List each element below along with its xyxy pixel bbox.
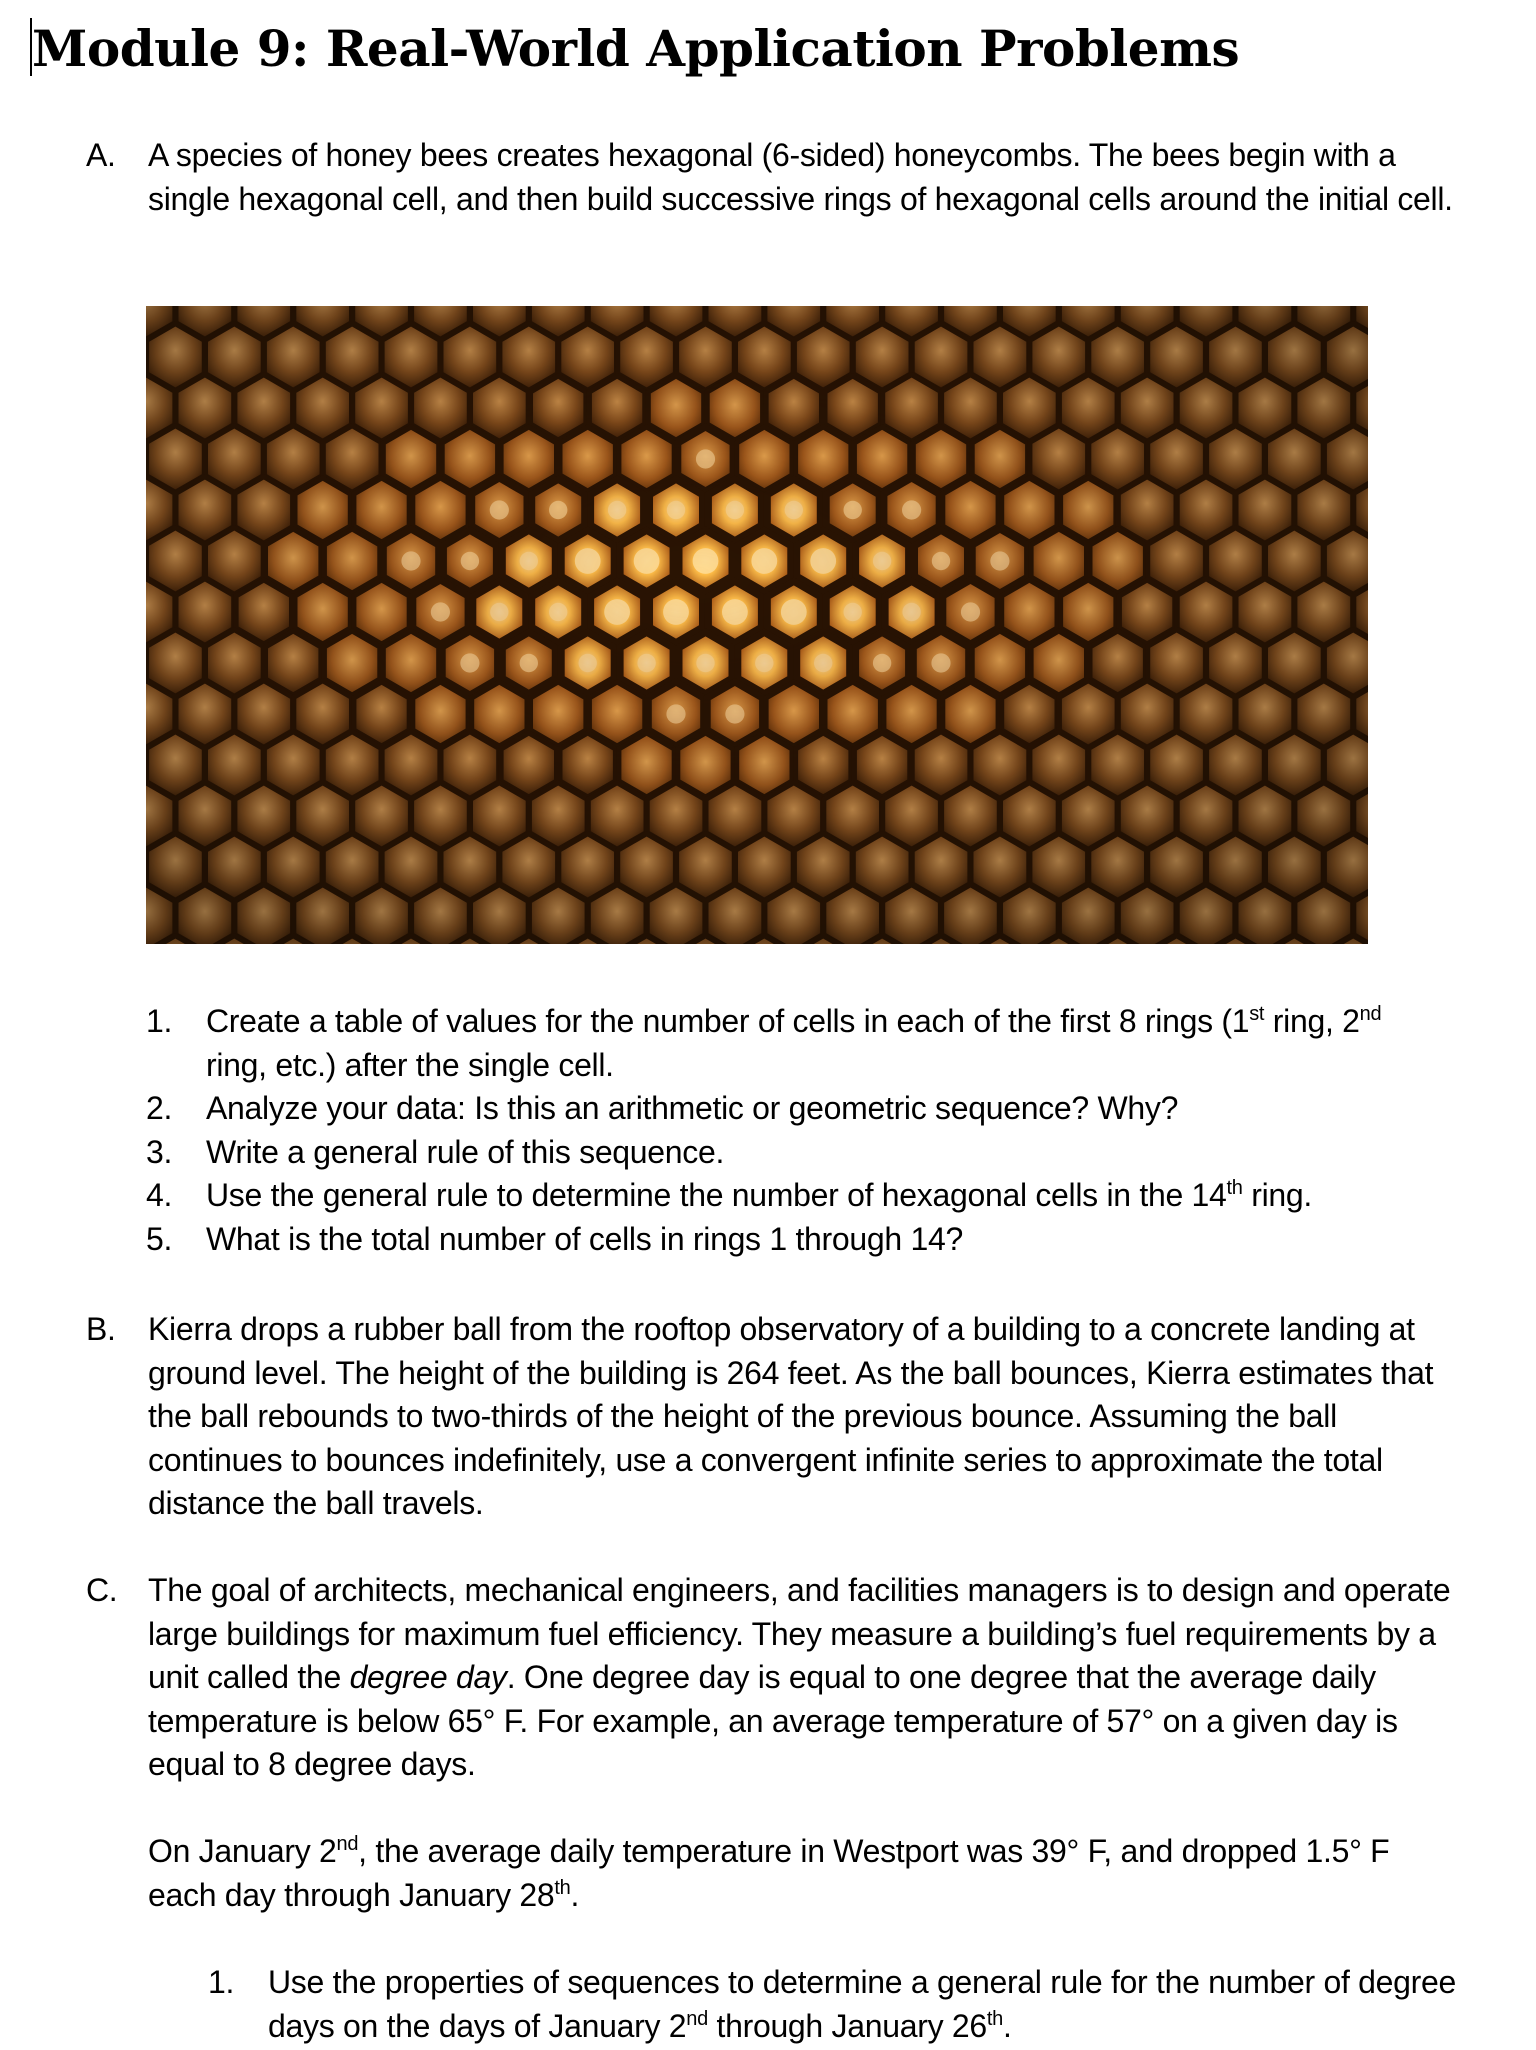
problem-a-questions <box>146 1000 1436 1261</box>
question-number: 4. <box>146 1177 173 1213</box>
question-a1: 1. Create a table of values for the number of cells in each of the first 8 rings (1st ring, 2nd ring, etc.) after the single cell. <box>146 1000 1436 1087</box>
question-number: 2. <box>146 1090 173 1126</box>
question-c1: 1. Use the properties of sequences to determine a general rule for the number of degree days on the days of January 2nd through January 26th. <box>208 1961 1458 2048</box>
question-number: 1. <box>208 1964 235 2000</box>
question-number: 3. <box>146 1133 173 1170</box>
problem-a-text: A species of honey bees creates hexagonal (6-sided) honeycombs. The bees begin with a single hexagonal cell, and then build successive rings of hexagonal cells around the initial cell. <box>148 137 1453 217</box>
honeycomb-photo <box>146 306 1368 944</box>
problem-b-letter: B. <box>86 1311 116 1347</box>
problem-b-text: Kierra drops a rubber ball from the rooftop observatory of a building to a concrete landing at ground level. The height of the building is 264 feet. As the ball bounces, Kierra estimates that the ball rebounds to two-thirds of the height of the previous bounce. Assuming the ball continues to bounces indefinitely, use a convergent infinite series to approximate the total distance the ball travels. <box>148 1311 1434 1521</box>
problem-a-letter: A. <box>86 137 116 173</box>
problem-c-paragraph-2: On January 2nd, the average daily temperature in Westport was 39° F, and dropped 1.5° F each day through January 28th. <box>148 1833 1390 1913</box>
question-a4: 4. Use the general rule to determine the number of hexagonal cells in the 14th ring. <box>146 1174 1436 1218</box>
page-title: Module 9: Real-World Application Problems <box>32 19 1240 78</box>
problem-c-questions <box>208 1961 1458 2048</box>
question-a3: 3. Write a general rule of this sequence. <box>146 1131 1436 1175</box>
question-a2: 2. Analyze your data: Is this an arithmetic or geometric sequence? Why? <box>146 1087 1436 1131</box>
question-number: 1. <box>146 1003 173 1039</box>
honeycomb-image <box>146 306 1368 944</box>
question-number: 5. <box>146 1220 173 1257</box>
problem-c-text: The goal of architects, mechanical engineers, and facilities managers is to design and operate large buildings for maximum fuel efficiency. They measure a building’s fuel requirements by a unit called the degree day. One degree day is equal to one degree that the average daily temperature is below 65° F. For example, an average temperature of 57° on a given day is equal to 8 degree days. <box>148 1572 1451 1782</box>
problem-c-letter: C. <box>86 1572 118 1608</box>
question-a5: 5. What is the total number of cells in rings 1 through 14? <box>146 1218 1436 1262</box>
degree-day-term: degree day <box>349 1659 507 1695</box>
